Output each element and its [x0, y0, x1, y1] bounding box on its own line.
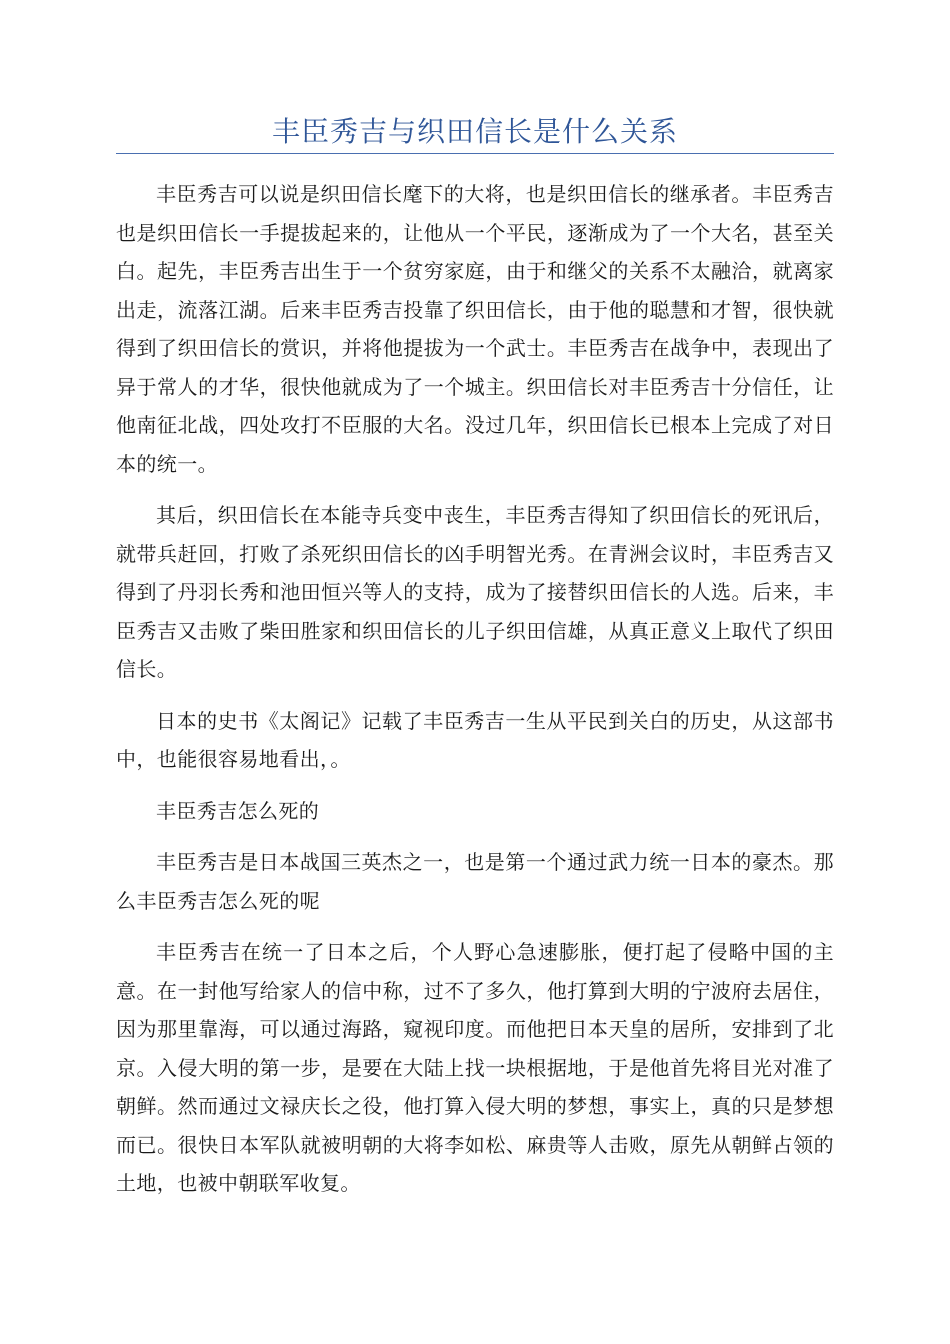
paragraph-1: 丰臣秀吉可以说是织田信长麾下的大将，也是织田信长的继承者。丰臣秀吉也是织田信长一手提拔起来的，让他从一个平民，逐渐成为了一个大名，甚至关白。起先，丰臣秀吉出生于一个贫穷家庭，由于和继父的关系不太融洽，就离家出走，流落江湖。后来丰臣秀吉投靠了织田信长，由于他的聪慧和才智，很快就得到了织田信长的赏识，并将他提拔为一个武士。丰臣秀吉在战争中，表现出了异于常人的才华，很快他就成为了一个城主。织田信长对丰臣秀吉十分信任，让他南征北战，四处攻打不臣服的大名。没过几年，织田信长已根本上完成了对日本的统一。 — [116, 182, 834, 476]
document-body — [116, 175, 834, 1216]
title-underline — [116, 153, 834, 154]
section-heading: 丰臣秀吉怎么死的 — [156, 798, 320, 823]
paragraph-5: 丰臣秀吉在统一了日本之后，个人野心急速膨胀，便打起了侵略中国的主意。在一封他写给家人的信中称，过不了多久，他打算到大明的宁波府去居住，因为那里靠海，可以通过海路，窥视印度。而他把日本天皇的居所，安排到了北京。入侵大明的第一步，是要在大陆上找一块根据地，于是他首先将目光对准了朝鲜。然而通过文禄庆长之役，他打算入侵大明的梦想，事实上，真的只是梦想而已。很快日本军队就被明朝的大将李如松、麻贵等人击败，原先从朝鲜占领的土地，也被中朝联军收复。 — [116, 940, 834, 1195]
document-title: 丰臣秀吉与织田信长是什么关系 — [271, 115, 678, 148]
paragraph-3: 日本的史书《太阁记》记载了丰臣秀吉一生从平民到关白的历史，从这部书中，也能很容易地看出，。 — [116, 708, 834, 771]
paragraph-4: 丰臣秀吉是日本战国三英杰之一，也是第一个通过武力统一日本的豪杰。那么丰臣秀吉怎么死的呢 — [116, 850, 834, 913]
paragraph-2: 其后，织田信长在本能寺兵变中丧生，丰臣秀吉得知了织田信长的死讯后，就带兵赶回，打败了杀死织田信长的凶手明智光秀。在青洲会议时，丰臣秀吉又得到了丹羽长秀和池田恒兴等人的支持，成为了接替织田信长的人选。后来，丰臣秀吉又击败了柴田胜家和织田信长的儿子织田信雄，从真正意义上取代了织田信长。 — [116, 503, 834, 681]
